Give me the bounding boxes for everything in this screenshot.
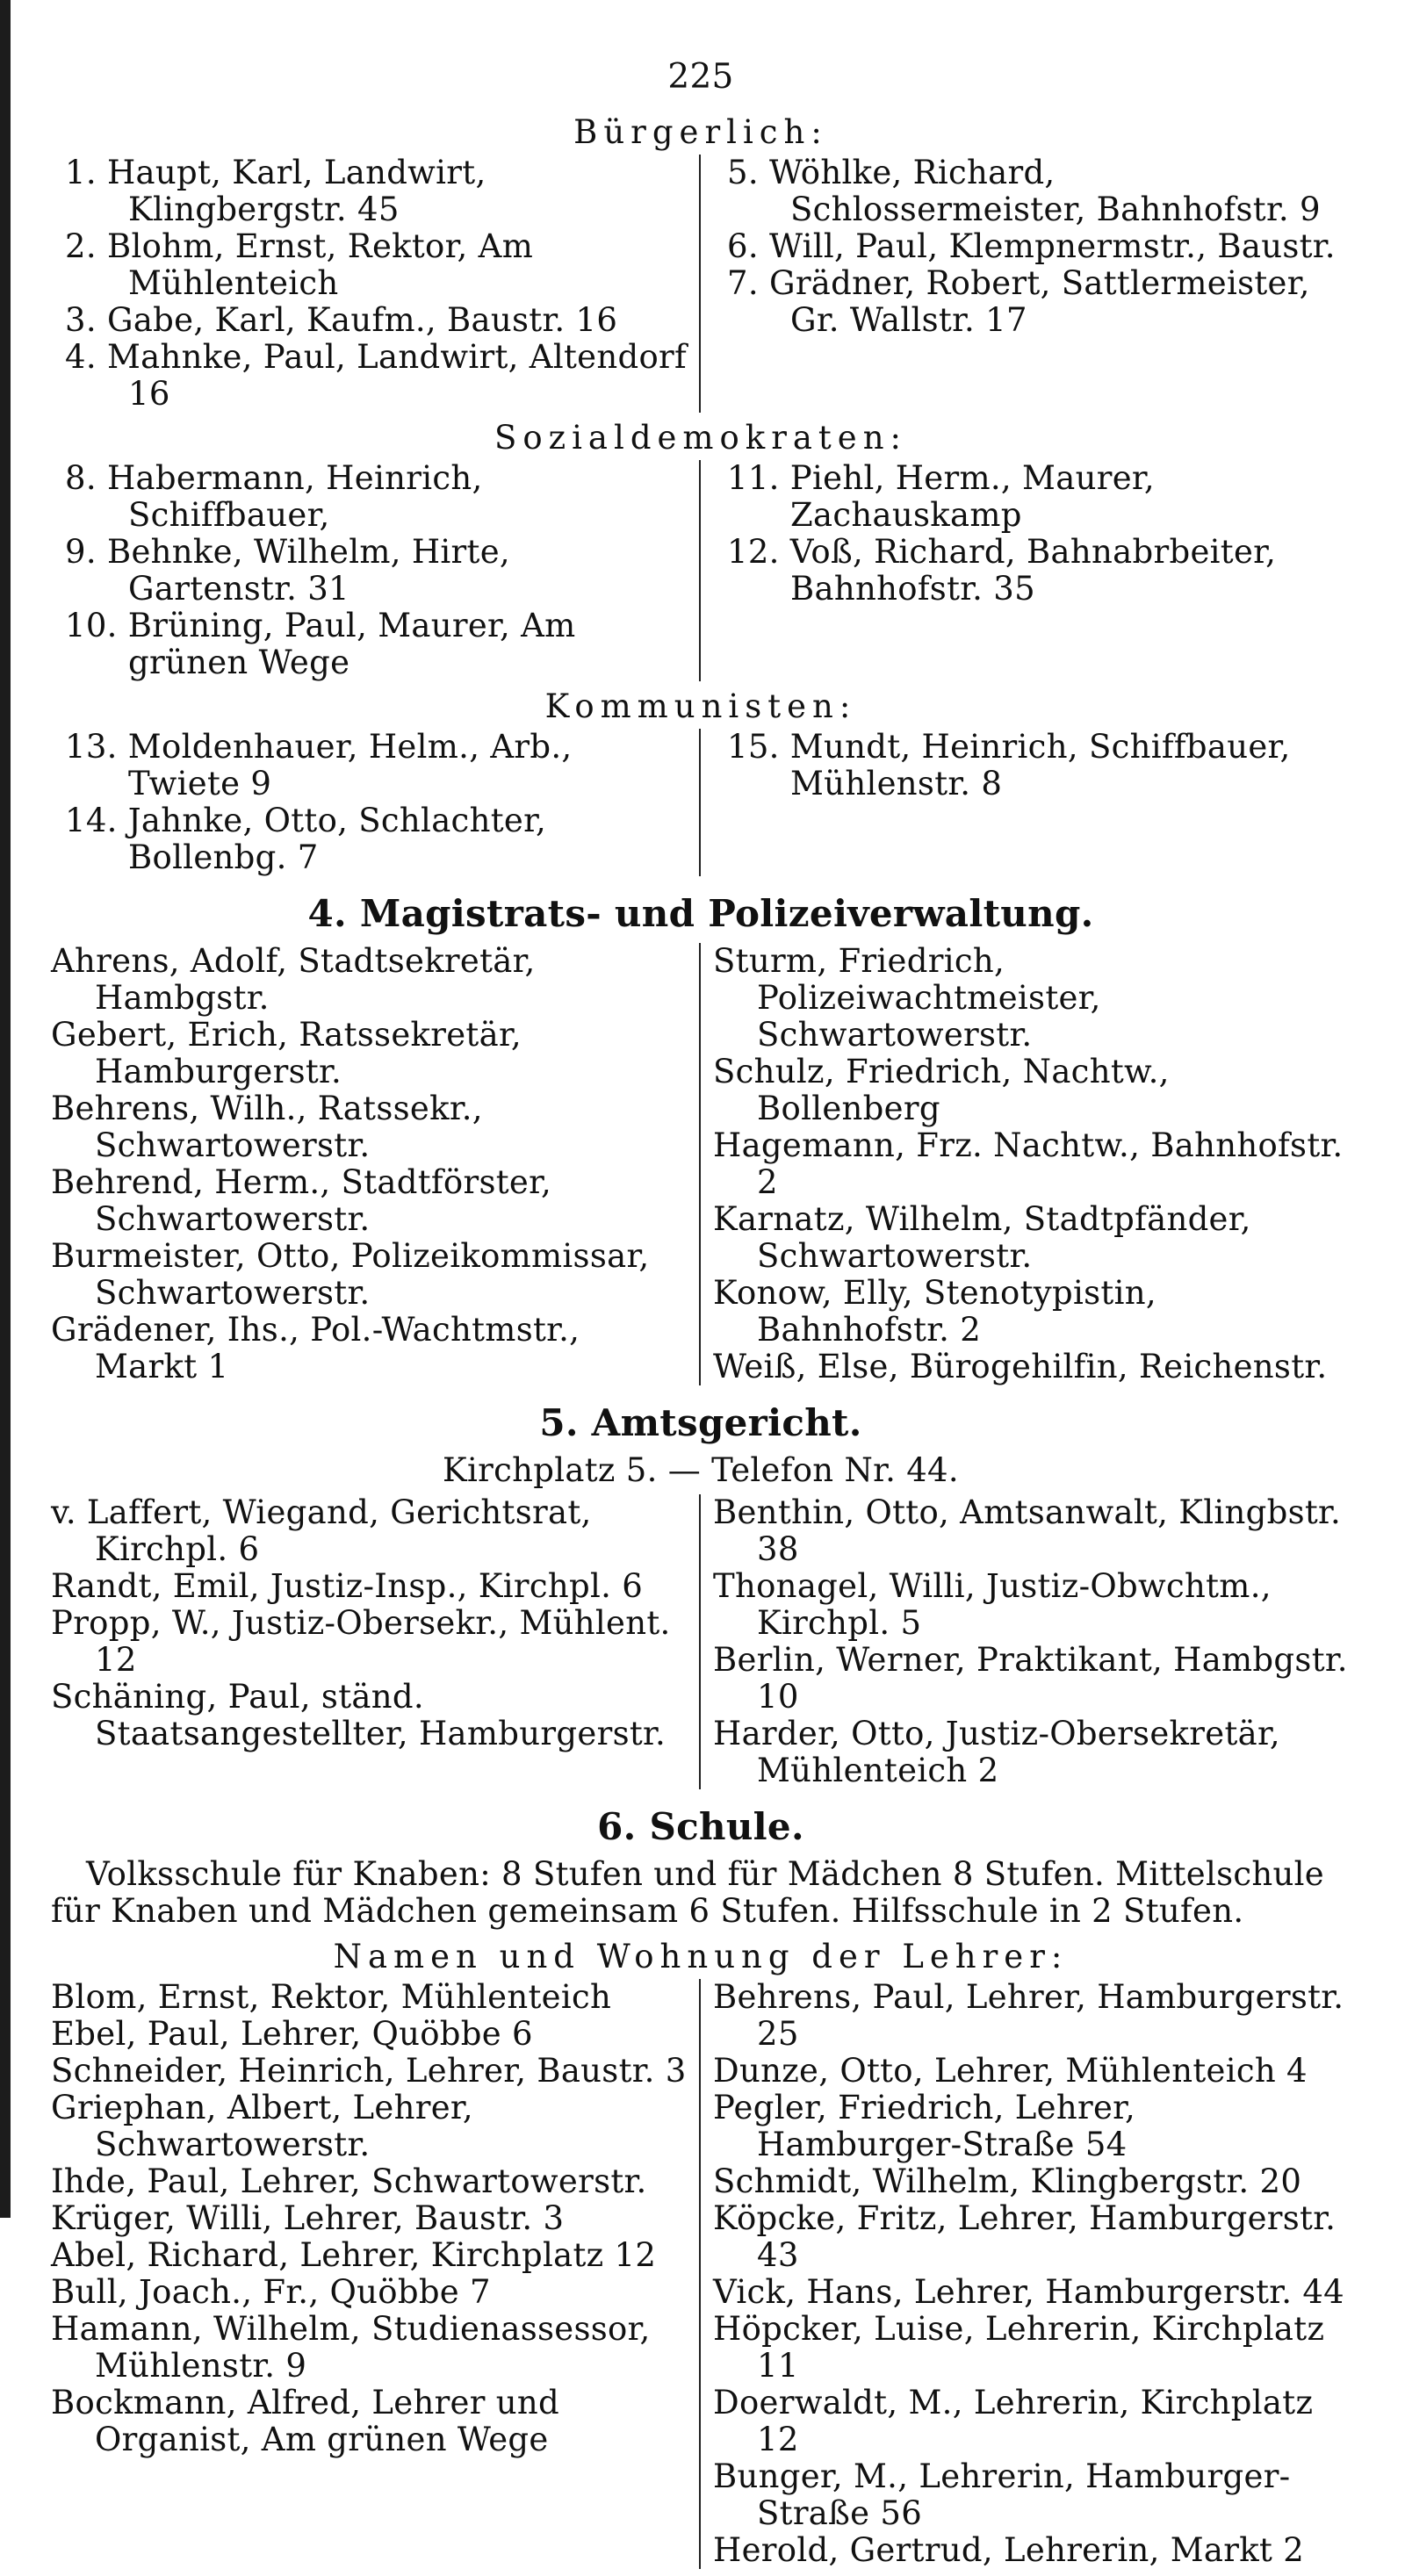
- directory-entry: Herold, Gertrud, Lehrerin, Markt 2: [713, 2531, 1305, 2569]
- section-title-schule: 6. Schule.: [597, 1805, 804, 1848]
- council-member-entry: 10. Brüning, Paul, Maurer, Am grünen Wege: [65, 607, 576, 681]
- directory-entry: Schulz, Friedrich, Nachtw., Bollenberg: [713, 1053, 1170, 1127]
- party-right-column: [701, 155, 1351, 413]
- council-member-entry: 9. Behnke, Wilhelm, Hirte, Gartenstr. 31: [65, 533, 510, 608]
- directory-entry: Ihde, Paul, Lehrer, Schwartowerstr.: [51, 2162, 647, 2200]
- directory-entry: Gebert, Erich, Ratssekretär, Hamburgerstr.: [51, 1016, 522, 1090]
- council-member-entry: 6. Will, Paul, Klempnermstr., Baustr.: [727, 227, 1336, 265]
- magistrat-left-column: [51, 943, 701, 1385]
- council-member-entry: 13. Moldenhauer, Helm., Arb., Twiete 9: [65, 728, 573, 802]
- directory-entry: Bockmann, Alfred, Lehrer und Organist, Am grünen Wege: [51, 2384, 560, 2458]
- directory-entry: Grädener, Ihs., Pol.-Wachtmstr., Markt 1: [51, 1311, 580, 1385]
- directory-entry: v. Laffert, Wiegand, Gerichtsrat, Kirchpl. 6: [51, 1493, 592, 1568]
- directory-entry: Blom, Ernst, Rektor, Mühlenteich: [51, 1978, 612, 2016]
- teachers-left-column: [51, 1979, 701, 2569]
- council-member-entry: 15. Mundt, Heinrich, Schiffbauer, Mühlenstr. 8: [727, 728, 1291, 802]
- council-member-entry: 11. Piehl, Herm., Maurer, Zachauskamp: [727, 459, 1155, 534]
- directory-entry: Ebel, Paul, Lehrer, Quöbbe 6: [51, 2015, 533, 2053]
- teachers-columns: [51, 1979, 1351, 2569]
- directory-entry: Pegler, Friedrich, Lehrer, Hamburger-Straße 54: [713, 2089, 1136, 2163]
- directory-entry: Thonagel, Willi, Justiz-Obwchtm., Kirchpl. 5: [713, 1567, 1272, 1642]
- directory-entry: Vick, Hans, Lehrer, Hamburgerstr. 44: [713, 2273, 1345, 2311]
- directory-entry: Burmeister, Otto, Polizeikommissar, Schwartowerstr.: [51, 1237, 650, 1312]
- directory-entry: Benthin, Otto, Amtsanwalt, Klingbstr. 38: [713, 1493, 1342, 1568]
- party-left-column: [51, 155, 701, 413]
- directory-entry: Krüger, Willi, Lehrer, Baustr. 3: [51, 2199, 565, 2237]
- directory-entry: Sturm, Friedrich, Polizeiwachtmeister, Schwartowerstr.: [713, 942, 1101, 1054]
- directory-entry: Hagemann, Frz. Nachtw., Bahnhofstr. 2: [713, 1126, 1344, 1201]
- directory-entry: Schmidt, Wilhelm, Klingbergstr. 20: [713, 2162, 1302, 2200]
- council-member-entry: 14. Jahnke, Otto, Schlachter, Bollenbg. 7: [65, 802, 547, 876]
- council-member-entry: 12. Voß, Richard, Bahnabrbeiter, Bahnhofstr. 35: [727, 533, 1277, 608]
- party-left-column: [51, 729, 701, 876]
- party-title: Sozialdemokraten:: [494, 419, 907, 457]
- directory-entry: Behrens, Paul, Lehrer, Hamburgerstr. 25: [713, 1978, 1344, 2053]
- directory-entry: Konow, Elly, Stenotypistin, Bahnhofstr. 2: [713, 1274, 1156, 1349]
- directory-entry: Randt, Emil, Justiz-Insp., Kirchpl. 6: [51, 1567, 644, 1605]
- amtsgericht-left-column: [51, 1494, 701, 1789]
- directory-entry: Höpcker, Luise, Lehrerin, Kirchplatz 11: [713, 2310, 1325, 2385]
- party-title: Bürgerlich:: [573, 113, 828, 151]
- page: [51, 51, 1351, 2576]
- party-left-column: [51, 460, 701, 681]
- directory-entry: Weiß, Else, Bürogehilfin, Reichenstr.: [713, 1348, 1328, 1385]
- directory-entry: Behrens, Wilh., Ratssekr., Schwartowerstr.: [51, 1090, 483, 1164]
- council-member-entry: 2. Blohm, Ernst, Rektor, Am Mühlenteich: [65, 227, 534, 302]
- party-right-column: [701, 729, 1351, 876]
- council-member-entry: 8. Habermann, Heinrich, Schiffbauer,: [65, 459, 483, 534]
- magistrat-columns: [51, 943, 1351, 1385]
- page-number: 225: [667, 57, 734, 97]
- schule-intro: Volksschule für Knaben: 8 Stufen und für Mädchen 8 Stufen. Mittelschule für Knaben und Mädchen gemeinsam 6 Stufen. Hilfsschule in 2 Stufen.: [51, 1855, 1324, 1930]
- council-party-lists: [51, 114, 1351, 876]
- section-title-amtsgericht: 5. Amtsgericht.: [539, 1401, 862, 1444]
- directory-entry: Karnatz, Wilhelm, Stadtpfänder, Schwartowerstr.: [713, 1200, 1251, 1275]
- directory-entry: Dunze, Otto, Lehrer, Mühlenteich 4: [713, 2052, 1308, 2090]
- amtsgericht-columns: [51, 1494, 1351, 1789]
- council-member-entry: 1. Haupt, Karl, Landwirt, Klingbergstr. 45: [65, 154, 486, 228]
- party-right-column: [701, 460, 1351, 681]
- teachers-right-column: [701, 1979, 1351, 2569]
- council-member-entry: 3. Gabe, Karl, Kaufm., Baustr. 16: [65, 301, 618, 339]
- council-member-entry: 7. Grädner, Robert, Sattlermeister, Gr. Wallstr. 17: [727, 264, 1310, 339]
- magistrat-right-column: [701, 943, 1351, 1385]
- directory-entry: Behrend, Herm., Stadtförster, Schwartowerstr.: [51, 1163, 552, 1238]
- directory-entry: Ahrens, Adolf, Stadtsekretär, Hambgstr.: [51, 942, 536, 1017]
- amtsgericht-address: Kirchplatz 5. — Telefon Nr. 44.: [443, 1451, 959, 1489]
- directory-entry: Hamann, Wilhelm, Studienassessor, Mühlenstr. 9: [51, 2310, 651, 2385]
- council-member-entry: 5. Wöhlke, Richard, Schlossermeister, Bahnhofstr. 9: [727, 154, 1321, 228]
- directory-entry: Doerwaldt, M., Lehrerin, Kirchplatz 12: [713, 2384, 1314, 2458]
- section-title-magistrat: 4. Magistrats- und Polizeiverwaltung.: [307, 892, 1094, 935]
- directory-entry: Bunger, M., Lehrerin, Hamburger-Straße 56: [713, 2457, 1291, 2532]
- party-columns: [51, 155, 1351, 413]
- amtsgericht-right-column: [701, 1494, 1351, 1789]
- council-member-entry: 4. Mahnke, Paul, Landwirt, Altendorf 16: [65, 338, 688, 413]
- party-columns: [51, 460, 1351, 681]
- directory-entry: Griephan, Albert, Lehrer, Schwartowerstr.: [51, 2089, 473, 2163]
- directory-entry: Propp, W., Justiz-Obersekr., Mühlent. 12: [51, 1604, 671, 1679]
- directory-entry: Köpcke, Fritz, Lehrer, Hamburgerstr. 43: [713, 2199, 1337, 2274]
- directory-entry: Abel, Richard, Lehrer, Kirchplatz 12: [51, 2236, 657, 2274]
- directory-entry: Schäning, Paul, ständ. Staatsangestellter, Hamburgerstr.: [51, 1678, 666, 1752]
- directory-entry: Schneider, Heinrich, Lehrer, Baustr. 3: [51, 2052, 687, 2090]
- directory-entry: Bull, Joach., Fr., Quöbbe 7: [51, 2273, 491, 2311]
- binding-edge: [0, 0, 11, 2218]
- teachers-subtitle: Namen und Wohnung der Lehrer:: [333, 1938, 1069, 1975]
- directory-entry: Berlin, Werner, Praktikant, Hambgstr. 10: [713, 1641, 1348, 1716]
- party-title: Kommunisten:: [544, 687, 857, 725]
- party-columns: [51, 729, 1351, 876]
- directory-entry: Harder, Otto, Justiz-Obersekretär, Mühlenteich 2: [713, 1715, 1280, 1789]
